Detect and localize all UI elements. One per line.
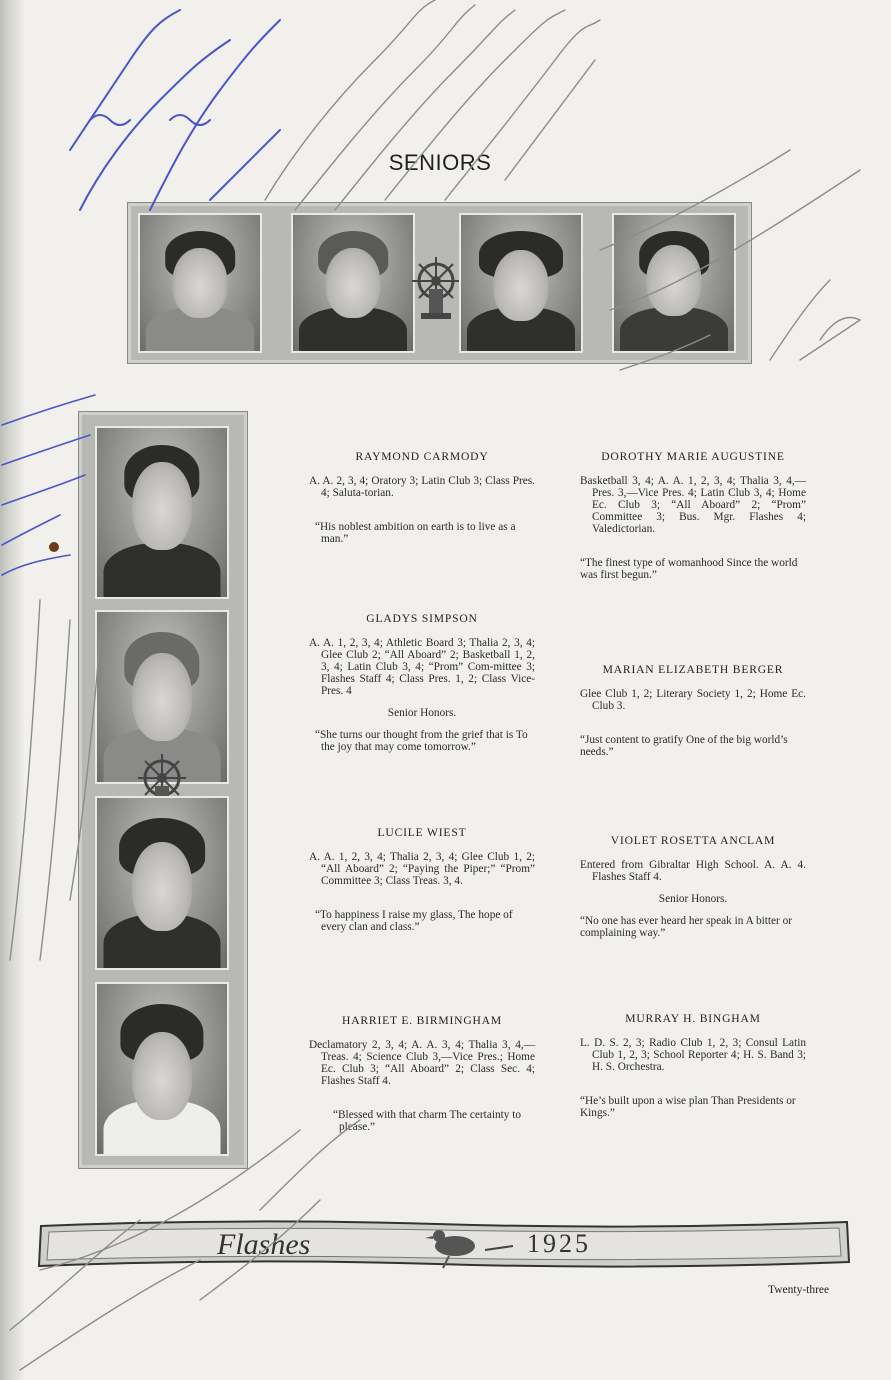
senior-photo: [95, 426, 229, 599]
senior-activities: Basketball 3, 4; A. A. 1, 2, 3, 4; Thalia 3, 4,—Pres. 3,—Vice Pres. 4; Latin Club 3, 4; Home Ec. Club 3; “All Aboard” 2; “Prom” Committee 3; Bus. Mgr. Flashes 4; Valedictorian.: [580, 475, 806, 535]
page-title: SENIORS: [388, 150, 492, 175]
senior-name: MARIAN ELIZABETH BERGER: [602, 663, 784, 676]
ship-wheel-emblem: [407, 251, 465, 323]
senior-photo: [612, 213, 736, 353]
senior-photo: [138, 213, 262, 353]
senior-activities: L. D. S. 2, 3; Radio Club 1, 2, 3; Consul Latin Club 1, 2, 3; School Reporter 4; H. S. Band 3; H. S. Orchestra.: [580, 1037, 806, 1073]
flashes-banner: [37, 1216, 851, 1272]
banner-title: Flashes: [217, 1228, 311, 1261]
top-photo-strip: [127, 202, 752, 364]
senior-entry: [580, 835, 806, 939]
senior-name: VIOLET ROSETTA ANCLAM: [610, 834, 776, 847]
senior-name: DOROTHY MARIE AUGUSTINE: [601, 450, 785, 463]
senior-quote: “The finest type of womanhood Since the world was first begun.”: [580, 557, 798, 581]
senior-quote: “He’s built upon a wise plan Than Presidents or Kings.”: [580, 1095, 796, 1119]
banner-year: 1925: [527, 1229, 591, 1258]
senior-photo: [291, 213, 415, 353]
senior-entry: [580, 1013, 806, 1119]
senior-activities: Declamatory 2, 3, 4; A. A. 3, 4; Thalia 3, 4,—Treas. 4; Science Club 3,—Vice Pres.; Home Ec. Club 3; “All Aboard” 2; Class Sec. 4; Flashes Staff 4.: [309, 1039, 535, 1087]
senior-activities: A. A. 1, 2, 3, 4; Athletic Board 3; Thalia 2, 3, 4; Glee Club 2; “All Aboard” 2; Basketball 1, 2, 3, 4; Latin Club 3, 4; “Prom” Com-mittee 3; Flashes Staff 4; Class Pres. 1, 2; Class Vice-Pres. 4: [309, 637, 535, 697]
senior-entry: [309, 613, 535, 753]
senior-activities: A. A. 1, 2, 3, 4; Thalia 2, 3, 4; Glee Club 1, 2; “All Aboard” 2; “Paying the Piper;” “Prom” Committee 3; Class Treas. 3, 4.: [309, 851, 535, 887]
senior-name: LUCILE WIEST: [377, 826, 467, 839]
handwritten-inscription: [255, 0, 605, 220]
senior-name: HARRIET E. BIRMINGHAM: [342, 1014, 502, 1027]
senior-activities: Entered from Gibraltar High School. A. A. 4. Flashes Staff 4.: [580, 859, 806, 883]
senior-quote: “No one has ever heard her speak in A bitter or complaining way.”: [580, 915, 793, 939]
senior-quote: “His noblest ambition on earth is to live as a man.”: [315, 521, 516, 545]
senior-entry: [580, 664, 806, 758]
senior-quote: “To happiness I raise my glass, The hope of every clan and class.”: [315, 909, 513, 933]
senior-entry: [309, 827, 535, 933]
senior-activities: A. A. 2, 3, 4; Oratory 3; Latin Club 3; Class Pres. 4; Saluta-torian.: [309, 475, 535, 499]
senior-photo: [95, 796, 229, 970]
senior-name: RAYMOND CARMODY: [355, 450, 489, 463]
senior-quote: “Just content to gratify One of the big world’s needs.”: [580, 734, 788, 758]
page-number: Twenty-three: [768, 1284, 830, 1296]
senior-photo: [95, 982, 229, 1156]
left-photo-strip: [78, 411, 248, 1169]
senior-entry: [309, 451, 535, 545]
senior-activities: Glee Club 1, 2; Literary Society 1, 2; Home Ec. Club 3.: [580, 688, 806, 712]
senior-name: MURRAY H. BINGHAM: [625, 1012, 761, 1025]
senior-quote: “Blessed with that charm The certainty to please.”: [333, 1109, 522, 1133]
senior-name: GLADYS SIMPSON: [366, 612, 478, 625]
book-spine-edge: [0, 0, 24, 1380]
senior-honors: Senior Honors.: [387, 707, 457, 719]
senior-quote: “She turns our thought from the grief that is To the joy that may come tomorrow.”: [315, 729, 528, 753]
senior-photo: [459, 213, 583, 353]
senior-entry: [309, 1015, 535, 1133]
senior-honors: Senior Honors.: [658, 893, 728, 905]
senior-entry: [580, 451, 806, 581]
